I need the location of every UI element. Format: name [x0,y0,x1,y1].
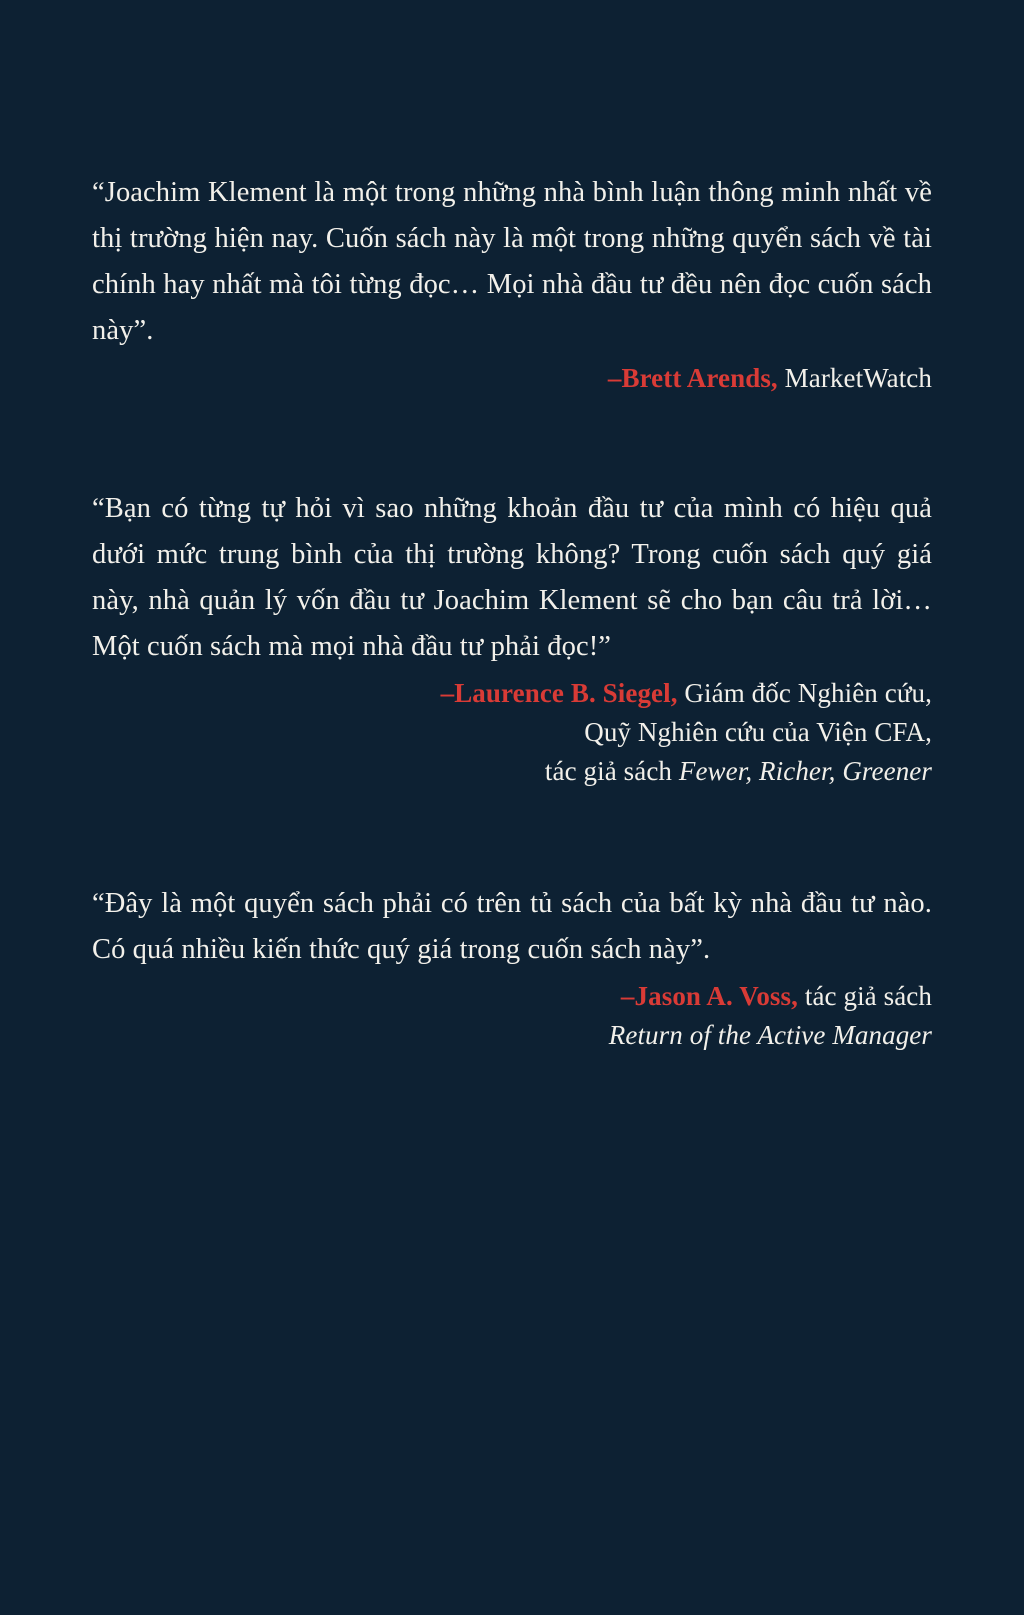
blurb-1-attribution-name: –Brett Arends, [607,362,778,393]
blurb-3-attribution-line [92,977,932,1016]
blurb-2-attribution-name: –Laurence B. Siegel, [440,678,678,709]
spacer-1 [92,464,932,486]
blurb-1-attribution [92,359,932,398]
blurb-1 [92,170,932,398]
blurb-2-attribution-book-prefix: tác giả sách [544,755,679,786]
blurb-1-attribution-source: MarketWatch [777,362,932,393]
blurb-2-attribution [92,674,932,791]
blurb-3 [92,881,932,1055]
blurb-3-attribution-role: tác giả sách [798,981,932,1012]
blurb-2-quote: “Bạn có từng tự hỏi vì sao những khoản đầu tư của mình có hiệu quả dưới mức trung bình của thị trường không? Trong cuốn sách quý giá này, nhà quản lý vốn đầu tư Joachim Klement sẽ cho bạn câu trả lời… Một cuốn sách mà mọi nhà đầu tư phải đọc!” [92,492,932,662]
blurb-3-attribution-book-title: Return of the Active Manager [608,1019,932,1050]
blurb-3-attribution-name: –Jason A. Voss, [620,981,799,1012]
blurb-2-attribution-org: Quỹ Nghiên cứu của Viện CFA, [584,717,932,747]
blurb-3-quote: “Đây là một quyển sách phải có trên tủ sách của bất kỳ nhà đầu tư nào. Có quá nhiều kiến thức quý giá trong cuốn sách này”. [92,887,932,965]
blurb-2 [92,486,932,791]
blurb-2-attribution-book-line [92,752,932,791]
spacer-2 [92,857,932,881]
blurb-1-quote: “Joachim Klement là một trong những nhà bình luận thông minh nhất về thị trường hiện nay. Cuốn sách này là một trong những quyển sách về tài chính hay nhất mà tôi từng đọc… Mọi nhà đầu tư đều nên đọc cuốn sách này”. [92,177,932,347]
blurb-2-attribution-book-title: Fewer, Richer, Greener [678,755,932,786]
blurb-2-attribution-line [92,674,932,713]
blurb-3-attribution [92,977,932,1055]
blurb-2-attribution-role: Giám đốc Nghiên cứu, [677,678,932,709]
blurb-1-attribution-line [92,359,932,398]
